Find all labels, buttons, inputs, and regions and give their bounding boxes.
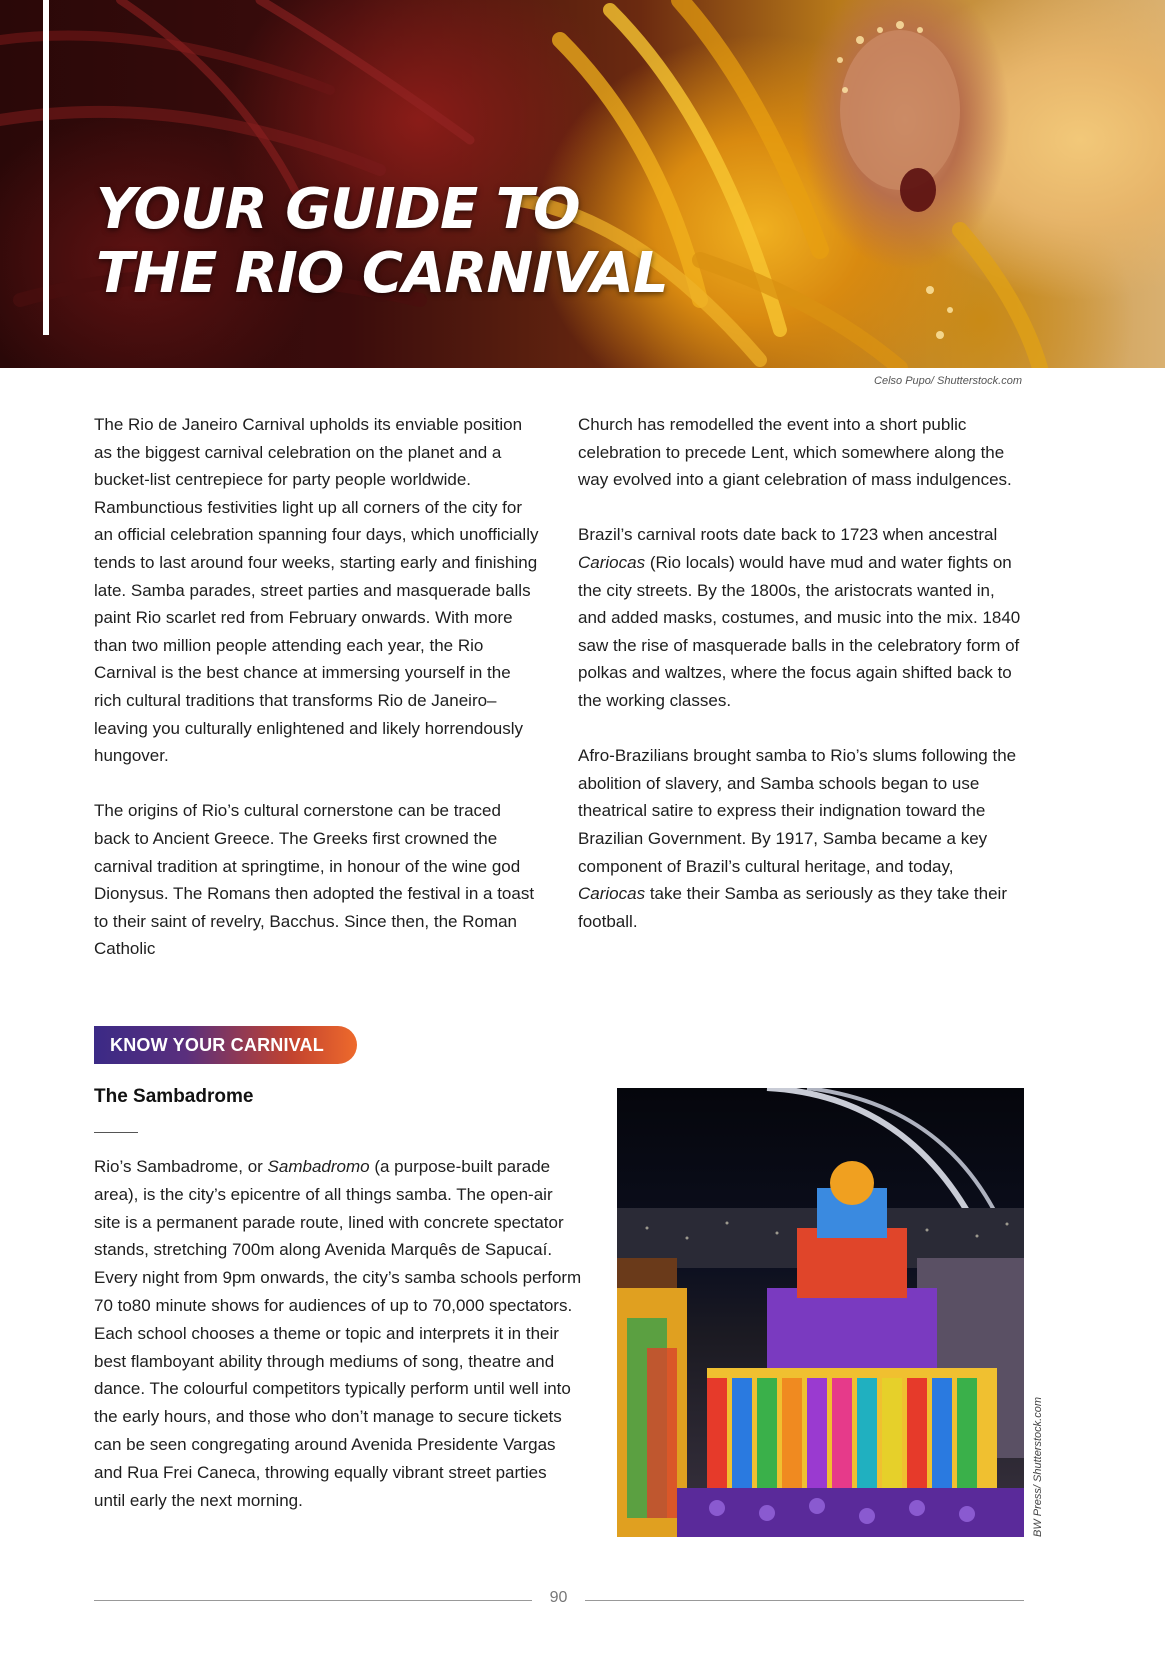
text-run: (Rio locals) would have mud and water fights on the city streets. By the 1800s, the aristocrats wanted in, and added masks, costumes, and music into the mix. 1840 saw the rise of masquerade balls in the celebratory form of polkas and waltzes, where the focus again shifted back to the working classes. — [578, 552, 1021, 710]
text-run: Afro-Brazilians brought samba to Rio’s slums following the abolition of slavery, and Samba schools began to use theatrical satire to express their indignation toward the Brazilian Government. By 1917, Samba became a key component of Brazil’s cultural heritage, and today, — [578, 746, 1017, 876]
photo-credit: BW Press/ Shutterstock.com — [1032, 1397, 1044, 1537]
intro-paragraph: The origins of Rio’s cultural cornerstone can be traced back to Ancient Greece. The Greeks first crowned the carnival tradition at springtime, in honour of the wine god Dionysus. The Romans then adopted the festival in a toast to their saint of revelry, Bacchus. Since then, the Roman Catholic — [94, 801, 535, 959]
text-run: (a purpose-built parade area), is the city’s epicentre of all things samba. The open-air site is a permanent parade route, lined with concrete spectator stands, stretching 700m along Avenida Marquês de Sapucaí. Every night from 9pm onwards, the city’s samba schools perform 70 to80 minute shows for audiences of up to 70,000 spectators. Each school chooses a theme or topic and interprets it in their best flamboyant ability through mediums of song, theatre and dance. The colourful competitors typically perform until well into the early hours, and those who don’t manage to secure tickets can be seen congregating around Avenida Presidente Vargas and Rua Frei Caneca, throwing equally vibrant street parties until early the next morning. — [94, 1157, 582, 1510]
page-title — [96, 178, 668, 306]
intro-paragraph — [578, 742, 1023, 935]
sambadrome-parade-photo — [617, 1088, 1024, 1537]
title-line-1: YOUR GUIDE TO — [96, 177, 580, 242]
emphasis-cariocas: Cariocas — [578, 884, 646, 904]
subheading-divider — [94, 1132, 138, 1133]
text-run: take their Samba as seriously as they take their football. — [578, 884, 1007, 931]
hero-banner — [0, 0, 1165, 368]
title-line-2: THE RIO CARNIVAL — [96, 241, 668, 306]
text-run: Rio’s Sambadrome, or — [94, 1157, 268, 1176]
hero-accent-bar — [43, 0, 49, 335]
sambadrome-paragraph — [94, 1153, 582, 1514]
footer-rule-right — [585, 1600, 1024, 1601]
emphasis-sambadromo: Sambadromo — [267, 1157, 370, 1176]
intro-left-column — [94, 411, 539, 990]
hero-image-credit: Celso Pupo/ Shutterstock.com — [874, 375, 1022, 387]
page-number: 90 — [549, 1589, 568, 1606]
intro-paragraph: Church has remodelled the event into a short public celebration to precede Lent, which somewhere along the way evolved into a giant celebration of mass indulgences. — [578, 415, 1012, 490]
section-subheading: The Sambadrome — [94, 1086, 254, 1107]
intro-paragraph: The Rio de Janeiro Carnival upholds its enviable position as the biggest carnival celebration on the planet and a bucket-list centrepiece for party people worldwide. Rambunctious festivities light up all corners of the city for an official celebration spanning four days, which unofficially tends to last around four weeks, starting early and finishing late. Samba parades, street parties and masquerade balls paint Rio scarlet red from February onwards. With more than two million people attending each year, the Rio Carnival is the best chance at immersing yourself in the rich cultural traditions that transforms Rio de Janeiro– leaving you culturally enlightened and likely horrendously hungover. — [94, 415, 539, 766]
intro-right-column — [578, 411, 1023, 963]
parade-float-image — [617, 1088, 1024, 1537]
emphasis-cariocas: Cariocas — [578, 552, 646, 572]
footer-rule-left — [94, 1600, 532, 1601]
text-run: Brazil’s carnival roots date back to 1723 when ancestral — [578, 525, 998, 545]
intro-paragraph — [578, 521, 1023, 714]
know-your-carnival-badge: KNOW YOUR CARNIVAL — [94, 1026, 357, 1064]
